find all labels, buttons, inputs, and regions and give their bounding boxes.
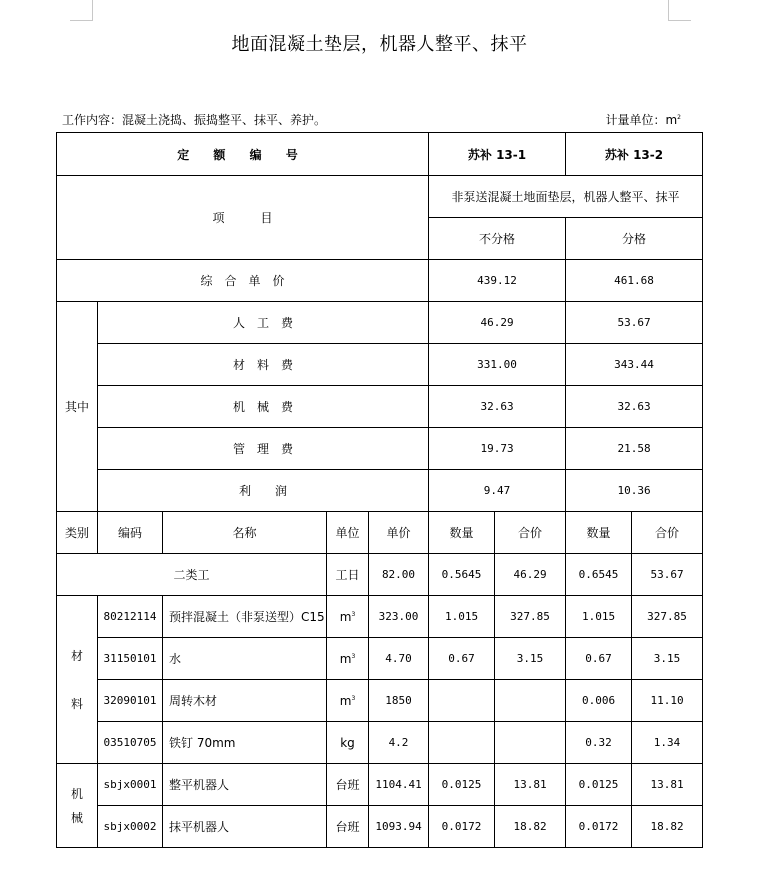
item-label: 项 目 [57, 176, 429, 260]
labor-total-1: 46.29 [495, 554, 566, 596]
breakdown-value-1: 9.47 [429, 470, 566, 512]
material-category-line1: 材 [70, 648, 83, 663]
material-unit [327, 596, 369, 638]
breakdown-row [57, 344, 703, 386]
composite-price-1: 439.12 [429, 260, 566, 302]
material-qty-2: 0.32 [566, 722, 632, 764]
material-row [57, 596, 703, 638]
material-code: 03510705 [98, 722, 163, 764]
material-name: 预拌混凝土（非泵送型）C15 [163, 596, 327, 638]
material-category-line2: 料 [70, 696, 83, 711]
breakdown-value-2: 53.67 [566, 302, 703, 344]
machinery-qty-2: 0.0125 [566, 764, 632, 806]
material-unit [327, 638, 369, 680]
col-unit: 单位 [327, 512, 369, 554]
material-qty-2: 0.006 [566, 680, 632, 722]
material-qty-2: 1.015 [566, 596, 632, 638]
labor-qty-1: 0.5645 [429, 554, 495, 596]
material-total-2: 11.10 [632, 680, 703, 722]
breakdown-value-1: 32.63 [429, 386, 566, 428]
machinery-row [57, 806, 703, 848]
breakdown-row [57, 302, 703, 344]
labor-qty-2: 0.6545 [566, 554, 632, 596]
col-qty-2: 数量 [566, 512, 632, 554]
material-qty-1: 1.015 [429, 596, 495, 638]
quota-table [56, 132, 703, 848]
composite-price-row [57, 260, 703, 302]
breakdown-group-label: 其中 [57, 302, 98, 512]
machinery-total-1: 18.82 [495, 806, 566, 848]
material-unit [327, 722, 369, 764]
labor-total-2: 53.67 [632, 554, 703, 596]
machinery-category-line2: 械 [70, 810, 83, 825]
labor-row [57, 554, 703, 596]
composite-price-label: 综 合 单 价 [57, 260, 429, 302]
machinery-row [57, 764, 703, 806]
col-code: 编码 [98, 512, 163, 554]
breakdown-value-1: 46.29 [429, 302, 566, 344]
material-row [57, 722, 703, 764]
breakdown-label: 材 料 费 [98, 344, 429, 386]
col-total-2: 合价 [632, 512, 703, 554]
crop-mark-top-right [668, 0, 691, 21]
material-unit-text: m [339, 693, 352, 708]
breakdown-value-2: 10.36 [566, 470, 703, 512]
crop-mark-top-left [70, 0, 93, 21]
item-description: 非泵送混凝土地面垫层，机器人整平、抹平 [429, 176, 703, 218]
breakdown-value-1: 331.00 [429, 344, 566, 386]
page-title: 地面混凝土垫层，机器人整平、抹平 [231, 34, 528, 55]
machinery-total-2: 18.82 [632, 806, 703, 848]
breakdown-value-1: 19.73 [429, 428, 566, 470]
measure-unit-sup: 2 [677, 114, 681, 121]
material-unit-text: kg [340, 735, 355, 750]
machinery-name: 整平机器人 [163, 764, 327, 806]
machinery-qty-2: 0.0172 [566, 806, 632, 848]
col-category: 类别 [57, 512, 98, 554]
material-total-1 [495, 680, 566, 722]
breakdown-label: 管 理 费 [98, 428, 429, 470]
material-row [57, 638, 703, 680]
labor-name: 二类工 [57, 554, 327, 596]
breakdown-value-2: 32.63 [566, 386, 703, 428]
material-code: 31150101 [98, 638, 163, 680]
machinery-price: 1104.41 [369, 764, 429, 806]
machinery-code: sbjx0002 [98, 806, 163, 848]
machinery-total-1: 13.81 [495, 764, 566, 806]
machinery-category [57, 764, 98, 848]
quota-code-label: 定 额 编 号 [57, 133, 429, 176]
material-qty-1 [429, 722, 495, 764]
machinery-code: sbjx0001 [98, 764, 163, 806]
material-name: 水 [163, 638, 327, 680]
machinery-qty-1: 0.0172 [429, 806, 495, 848]
col-total-1: 合价 [495, 512, 566, 554]
material-total-1: 3.15 [495, 638, 566, 680]
breakdown-row [57, 470, 703, 512]
material-unit-text: m [339, 609, 352, 624]
item-desc-row [57, 176, 703, 218]
material-total-2: 3.15 [632, 638, 703, 680]
material-price: 323.00 [369, 596, 429, 638]
material-unit-text: m [339, 651, 352, 666]
material-unit-sup: 3 [351, 652, 356, 660]
machinery-name: 抹平机器人 [163, 806, 327, 848]
quota-code-row [57, 133, 703, 176]
labor-price: 82.00 [369, 554, 429, 596]
material-name: 周转木材 [163, 680, 327, 722]
breakdown-label: 人 工 费 [98, 302, 429, 344]
machinery-unit: 台班 [327, 764, 369, 806]
material-total-1: 327.85 [495, 596, 566, 638]
measure-unit-label: 计量单位：m [605, 113, 678, 127]
breakdown-row [57, 386, 703, 428]
material-price: 4.70 [369, 638, 429, 680]
machinery-category-line1: 机 [70, 786, 83, 801]
col-name: 名称 [163, 512, 327, 554]
machinery-unit: 台班 [327, 806, 369, 848]
material-category [57, 596, 98, 764]
material-code: 32090101 [98, 680, 163, 722]
detail-header-row [57, 512, 703, 554]
material-row [57, 680, 703, 722]
machinery-price: 1093.94 [369, 806, 429, 848]
material-unit [327, 680, 369, 722]
material-unit-sup: 3 [351, 610, 356, 618]
breakdown-label: 利 润 [98, 470, 429, 512]
material-name: 铁钉 70mm [163, 722, 327, 764]
material-qty-2: 0.67 [566, 638, 632, 680]
material-qty-1: 0.67 [429, 638, 495, 680]
item-sub-2: 分格 [566, 218, 703, 260]
composite-price-2: 461.68 [566, 260, 703, 302]
material-total-1 [495, 722, 566, 764]
material-qty-1 [429, 680, 495, 722]
machinery-total-2: 13.81 [632, 764, 703, 806]
col-price: 单价 [369, 512, 429, 554]
material-total-2: 1.34 [632, 722, 703, 764]
quota-code-2: 苏补 13-2 [566, 133, 703, 176]
material-total-2: 327.85 [632, 596, 703, 638]
material-price: 4.2 [369, 722, 429, 764]
labor-unit: 工日 [327, 554, 369, 596]
col-qty-1: 数量 [429, 512, 495, 554]
item-sub-1: 不分格 [429, 218, 566, 260]
quota-code-1: 苏补 13-1 [429, 133, 566, 176]
breakdown-value-2: 343.44 [566, 344, 703, 386]
breakdown-value-2: 21.58 [566, 428, 703, 470]
breakdown-row [57, 428, 703, 470]
breakdown-label: 机 械 费 [98, 386, 429, 428]
work-content: 工作内容：混凝土浇捣、振捣整平、抹平、养护。 [62, 113, 327, 127]
material-price: 1850 [369, 680, 429, 722]
measure-unit [605, 111, 681, 128]
machinery-qty-1: 0.0125 [429, 764, 495, 806]
material-code: 80212114 [98, 596, 163, 638]
material-unit-sup: 3 [351, 694, 356, 702]
